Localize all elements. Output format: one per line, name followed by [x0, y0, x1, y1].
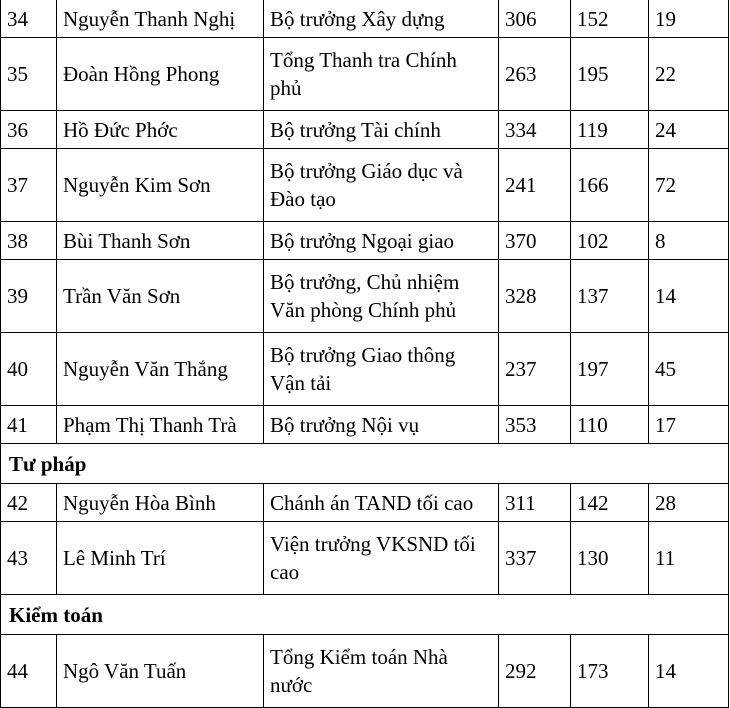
table-row: [1, 406, 729, 444]
person-name: Nguyễn Văn Thắng: [57, 333, 264, 406]
table-row: [1, 222, 729, 260]
value-1: 306: [499, 0, 571, 38]
row-number: 44: [1, 635, 57, 708]
person-position: Viện trưởng VKSND tối cao: [264, 522, 499, 595]
person-position: Bộ trưởng Ngoại giao: [264, 222, 499, 260]
person-name: Ngô Văn Tuấn: [57, 635, 264, 708]
section-header-row: [1, 444, 729, 484]
table-row: [1, 333, 729, 406]
value-2: 195: [571, 38, 649, 111]
section-header-row: [1, 595, 729, 635]
value-2: 130: [571, 522, 649, 595]
value-2: 142: [571, 484, 649, 522]
row-number: 42: [1, 484, 57, 522]
value-1: 263: [499, 38, 571, 111]
person-name: Nguyễn Kim Sơn: [57, 149, 264, 222]
value-1: 337: [499, 522, 571, 595]
row-number: 35: [1, 38, 57, 111]
table-row: [1, 0, 729, 38]
table-row: [1, 149, 729, 222]
row-number: 40: [1, 333, 57, 406]
person-position: Bộ trưởng Tài chính: [264, 111, 499, 149]
value-2: 166: [571, 149, 649, 222]
row-number: 43: [1, 522, 57, 595]
value-1: 353: [499, 406, 571, 444]
row-number: 36: [1, 111, 57, 149]
value-3: 11: [649, 522, 729, 595]
value-3: 22: [649, 38, 729, 111]
value-3: 17: [649, 406, 729, 444]
table-row: [1, 522, 729, 595]
section-title: Tư pháp: [1, 444, 729, 484]
person-name: Đoàn Hồng Phong: [57, 38, 264, 111]
table-row: [1, 111, 729, 149]
person-name: Trần Văn Sơn: [57, 260, 264, 333]
value-3: 14: [649, 260, 729, 333]
value-3: 45: [649, 333, 729, 406]
value-1: 292: [499, 635, 571, 708]
person-name: Hồ Đức Phớc: [57, 111, 264, 149]
value-3: 8: [649, 222, 729, 260]
value-1: 328: [499, 260, 571, 333]
person-position: Bộ trưởng, Chủ nhiệm Văn phòng Chính phủ: [264, 260, 499, 333]
person-name: Phạm Thị Thanh Trà: [57, 406, 264, 444]
table-row: [1, 635, 729, 708]
row-number: 39: [1, 260, 57, 333]
value-2: 102: [571, 222, 649, 260]
person-position: Bộ trưởng Giáo dục và Đào tạo: [264, 149, 499, 222]
table-row: [1, 38, 729, 111]
value-3: 24: [649, 111, 729, 149]
value-2: 197: [571, 333, 649, 406]
person-name: Lê Minh Trí: [57, 522, 264, 595]
person-name: Nguyễn Thanh Nghị: [57, 0, 264, 38]
value-1: 241: [499, 149, 571, 222]
value-1: 370: [499, 222, 571, 260]
value-3: 19: [649, 0, 729, 38]
row-number: 38: [1, 222, 57, 260]
value-3: 14: [649, 635, 729, 708]
row-number: 34: [1, 0, 57, 38]
section-title: Kiểm toán: [1, 595, 729, 635]
person-name: Nguyễn Hòa Bình: [57, 484, 264, 522]
person-position: Tổng Kiểm toán Nhà nước: [264, 635, 499, 708]
value-2: 110: [571, 406, 649, 444]
value-1: 334: [499, 111, 571, 149]
person-position: Bộ trưởng Nội vụ: [264, 406, 499, 444]
value-1: 237: [499, 333, 571, 406]
value-2: 152: [571, 0, 649, 38]
table-row: [1, 484, 729, 522]
row-number: 37: [1, 149, 57, 222]
person-position: Chánh án TAND tối cao: [264, 484, 499, 522]
value-2: 119: [571, 111, 649, 149]
value-3: 72: [649, 149, 729, 222]
value-2: 173: [571, 635, 649, 708]
person-position: Tổng Thanh tra Chính phủ: [264, 38, 499, 111]
person-position: Bộ trưởng Xây dựng: [264, 0, 499, 38]
row-number: 41: [1, 406, 57, 444]
value-3: 28: [649, 484, 729, 522]
value-2: 137: [571, 260, 649, 333]
person-position: Bộ trưởng Giao thông Vận tải: [264, 333, 499, 406]
person-name: Bùi Thanh Sơn: [57, 222, 264, 260]
value-1: 311: [499, 484, 571, 522]
table-row: [1, 260, 729, 333]
